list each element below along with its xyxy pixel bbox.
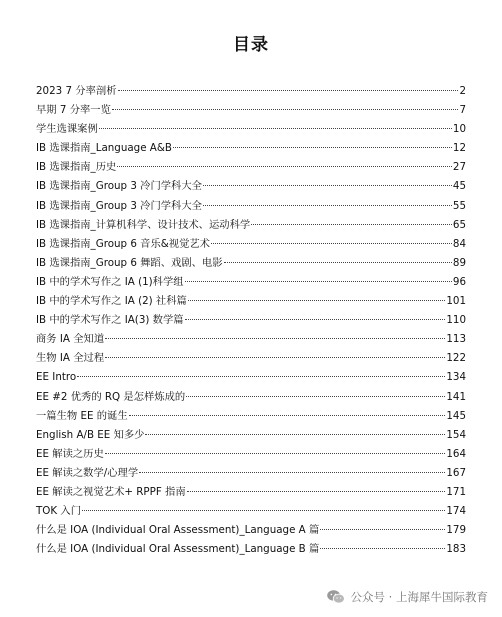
toc-entry[interactable] [36,483,466,502]
toc-entry[interactable] [36,216,466,235]
toc-entry-page-number: 145 [446,409,466,422]
toc-entry-page-number: 179 [446,524,466,537]
toc-entry-title: IB 中的学术写作之 IA (1)科学组 [36,275,184,288]
toc-entry-title: EE 解读之数学/心理学 [36,466,139,479]
toc-entry-page-number: 141 [446,390,466,403]
toc-entry-page-number: 12 [452,142,466,155]
toc-dot-leader [82,510,445,511]
toc-entry-title: 一篇生物 EE 的诞生 [36,409,128,422]
toc-dot-leader [186,396,445,397]
toc-entry[interactable] [36,445,466,464]
toc-dot-leader [139,472,445,473]
wechat-icon [326,589,346,605]
toc-entry-page-number: 89 [452,256,466,269]
toc-entry[interactable] [36,82,466,101]
toc-entry[interactable] [36,235,466,254]
toc-dot-leader [185,281,452,282]
toc-entry[interactable] [36,120,466,139]
page-title: 目录 [233,35,269,55]
toc-dot-leader [187,491,446,492]
toc-dot-leader [77,376,445,377]
toc-entry-page-number: 134 [446,371,466,384]
toc-entry-page-number: 171 [446,485,466,498]
toc-entry[interactable] [36,273,466,292]
toc-entry[interactable] [36,407,466,426]
toc-dot-leader [112,109,459,110]
toc-dot-leader [118,90,459,91]
toc-entry[interactable] [36,292,466,311]
toc-dot-leader [99,128,452,129]
toc-dot-leader [211,243,452,244]
toc-entry-title: IB 选课指南_历史 [36,161,117,174]
toc-entry-page-number: 27 [452,161,466,174]
toc-entry-page-number: 10 [452,123,466,136]
toc-dot-leader [145,434,445,435]
toc-entry[interactable] [36,330,466,349]
toc-dot-leader [105,453,446,454]
toc-dot-leader [117,166,452,167]
toc-dot-leader [105,338,445,339]
toc-entry-page-number: 154 [446,428,466,441]
table-of-contents [36,82,466,559]
toc-entry-title: IB 选课指南_Group 3 冷门学科大全 [36,180,202,193]
toc-dot-leader [320,529,445,530]
toc-entry[interactable] [36,502,466,521]
toc-entry-page-number: 174 [446,505,466,518]
toc-entry-page-number: 84 [452,237,466,250]
toc-entry-title: IB 选课指南_Language A&B [36,142,172,155]
toc-entry[interactable] [36,311,466,330]
toc-entry-title: IB 选课指南_Group 3 冷门学科大全 [36,199,202,212]
toc-entry-page-number: 183 [446,543,466,556]
toc-entry-page-number: 7 [459,104,466,117]
toc-entry-title: 生物 IA 全过程 [36,352,105,365]
toc-entry-page-number: 164 [446,447,466,460]
toc-entry-title: IB 中的学术写作之 IA (2) 社科篇 [36,295,187,308]
toc-entry-page-number: 101 [446,295,466,308]
toc-dot-leader [185,319,446,320]
toc-entry-title: 商务 IA 全知道 [36,333,105,346]
toc-entry-title: 什么是 IOA (Individual Oral Assessment)_Language A 篇 [36,524,320,537]
toc-entry-title: English A/B EE 知多少 [36,428,145,441]
toc-entry[interactable] [36,388,466,407]
toc-entry[interactable] [36,139,466,158]
toc-entry[interactable] [36,158,466,177]
toc-dot-leader [105,357,445,358]
toc-entry-title: 早期 7 分率一览 [36,104,111,117]
toc-dot-leader [224,262,452,263]
toc-entry-title: 什么是 IOA (Individual Oral Assessment)_Language B 篇 [36,543,320,556]
toc-entry[interactable] [36,368,466,387]
toc-entry-title: IB 选课指南_Group 6 音乐&视觉艺术 [36,237,210,250]
watermark-text: 公众号 · 上海犀牛国际教育 [350,590,488,604]
toc-dot-leader [251,224,452,225]
toc-entry-page-number: 110 [446,314,466,327]
toc-dot-leader [173,147,452,148]
toc-entry[interactable] [36,349,466,368]
toc-entry-page-number: 122 [446,352,466,365]
toc-entry[interactable] [36,521,466,540]
toc-dot-leader [129,415,446,416]
wechat-watermark [326,589,488,605]
toc-entry-page-number: 2 [459,85,466,97]
toc-dot-leader [203,205,452,206]
toc-entry-page-number: 45 [452,180,466,193]
toc-entry[interactable] [36,254,466,273]
toc-entry-title: TOK 入门 [36,505,82,518]
toc-entry-page-number: 167 [446,466,466,479]
toc-entry-page-number: 65 [452,218,466,231]
toc-entry-page-number: 96 [452,275,466,288]
toc-entry[interactable] [36,197,466,216]
toc-entry-title: EE 解读之历史 [36,447,104,460]
toc-entry[interactable] [36,426,466,445]
toc-entry-title: EE #2 优秀的 RQ 是怎样炼成的 [36,390,186,403]
toc-entry-title: IB 选课指南_Group 6 舞蹈、戏剧、电影 [36,256,223,269]
toc-entry[interactable] [36,101,466,120]
toc-dot-leader [203,185,452,186]
toc-entry[interactable] [36,464,466,483]
toc-entry-title: 学生选课案例 [36,123,98,136]
toc-entry[interactable] [36,540,466,559]
toc-entry-title: IB 中的学术写作之 IA(3) 数学篇 [36,314,184,327]
toc-entry-title: EE Intro [36,371,77,384]
toc-entry-title: 2023 7 分率剖析 [36,85,117,97]
toc-entry-page-number: 55 [452,199,466,212]
toc-entry[interactable] [36,177,466,196]
toc-entry-page-number: 113 [446,333,466,346]
toc-dot-leader [320,548,445,549]
toc-dot-leader [188,300,446,301]
toc-entry-title: EE 解读之视觉艺术+ RPPF 指南 [36,485,186,498]
toc-entry-title: IB 选课指南_计算机科学、设计技术、运动科学 [36,218,251,231]
